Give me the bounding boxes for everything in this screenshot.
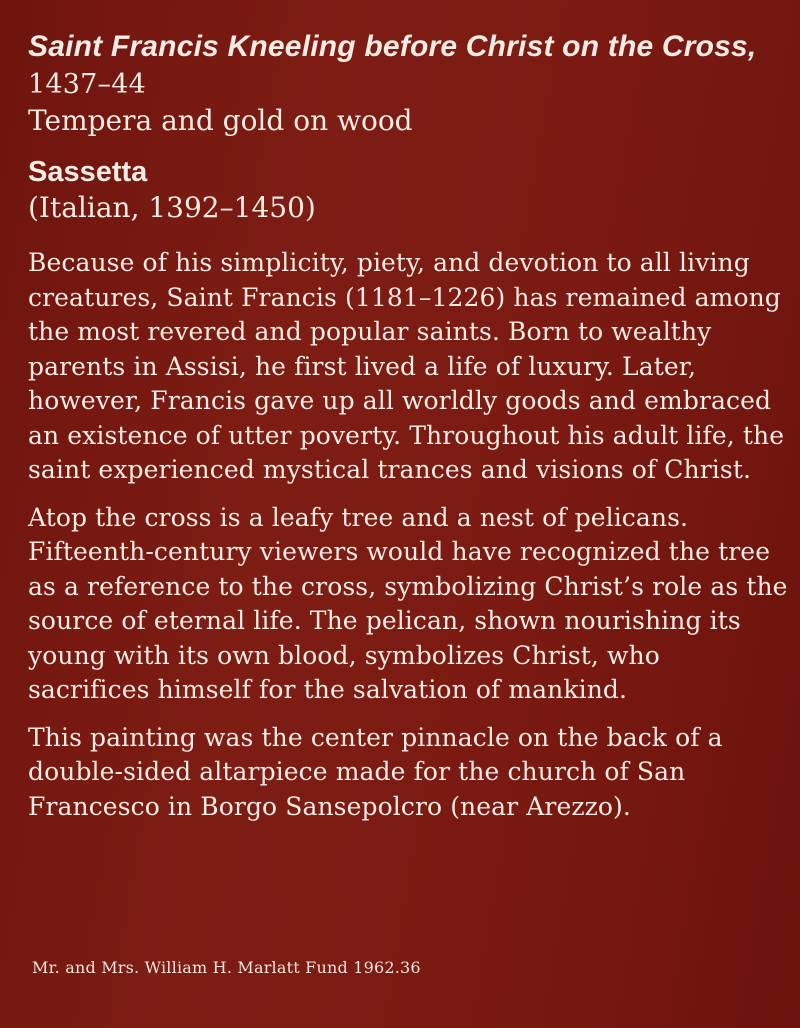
description-paragraph: This painting was the center pinnacle on the back of a double-sided altarpiece made for the church of San Francesco in Borgo Sansepolcro (near Arezzo). xyxy=(28,722,723,821)
credit-line: Mr. and Mrs. William H. Marlatt Fund 1962.36 xyxy=(32,958,421,977)
museum-label xyxy=(28,28,788,837)
artwork-date: 1437–44 xyxy=(28,69,146,100)
artist-nationality: (Italian, 1392–1450) xyxy=(28,191,316,224)
artwork-medium: Tempera and gold on wood xyxy=(28,104,413,137)
artist-name: Sassetta xyxy=(28,156,148,188)
artwork-title-text: Saint Francis Kneeling before Christ on the Cross, xyxy=(28,30,757,63)
description-paragraph: Atop the cross is a leafy tree and a nest of pelicans. Fifteenth-century viewers would have recognized the tree as a reference to the cross, symbolizing Christ’s role as the source of eternal life. The pelican, shown nourishing its young with its own blood, symbolizes Christ, who sacrifices himself for the salvation of mankind. xyxy=(28,502,788,704)
description-paragraph: Because of his simplicity, piety, and devotion to all living creatures, Saint Francis (1181–1226) has remained among the most revered and popular saints. Born to wealthy parents in Assisi, he first lived a life of luxury. Later, however, Francis gave up all worldly goods and embraced an existence of utter poverty. Throughout his adult life, the saint experienced mystical trances and visions of Christ. xyxy=(28,248,785,484)
artwork-title xyxy=(28,28,788,103)
